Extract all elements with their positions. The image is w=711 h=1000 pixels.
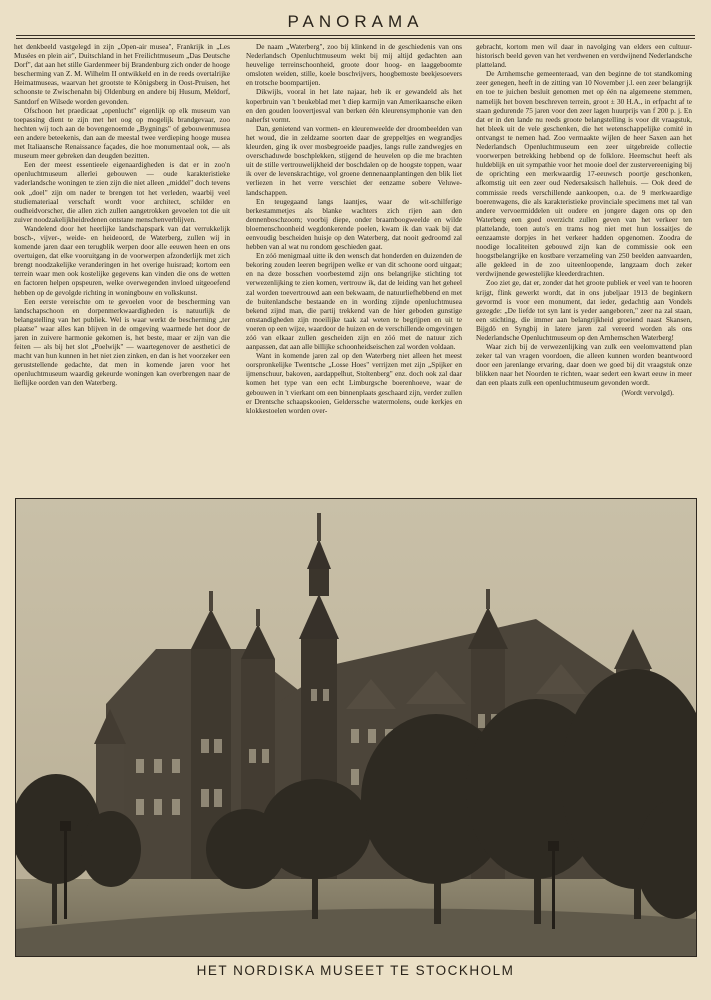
paragraph: Waar zich bij de verwezenlijking van zulk een veelomvattend plan zeker tal van vragen voordoen, die alleen kunnen worden beantwoord door een jarenlange ervaring, daar doen we goed bij dit vraagstuk onze blikken naar het Noorden te richten, waar sedert een kwart eeuw in meer dan een plaats zulk een openluchtmuseum gevonden wordt.	[476, 342, 692, 388]
paragraph: En zóó menigmaal uitte ik den wensch dat honderden en duizenden de bekoring zouden leeren begrijpen welke er van dit schoone oord uitgaat; en na deze bosschen voorbestemd zijn ons belangrijke stichting tot verwezenlijking te zien komen, vertrouw ik, dat de leiding van het geheel zal worden toevertrouwd aan een bekwaam, de natuurliefhebbend en met de buitenlandsche bestaande en in wording zijnde openluchtmusea bekend zijnd man, die partij trekkend van de hier geboden gunstige omstandigheden zijn moeilijke taak zal weten te begrijpen en uit te voeren op een wijze, waardoor de huizen en de verschillende omgevingen zóó van elkaar zullen gescheiden zijn en zóó met de natuur zich aanpassen, dat aan alle billijke schoonheidseischen zal worden voldaan.	[246, 251, 462, 352]
paragraph: het denkbeeld vastgelegd in zijn „Open-air musea", Frankrijk in „Les Musées en plein air", Duitschland in het Freilichtmuseum „Das Deutsche Dorf", dat aan het stille Gardenmeer bij Brandenburg zich onder de hooge bescherming van Z. M. Wilhelm II ontwikkeld en in de reeds overtalrijke Heimatmuseas, waarvan het grootste te Königsberg in Oost-Pruisen, het schoonste te Zwischenahn bij Oldenburg en andere bij Husum, Meldorf, Santdorf en Wilsede worden gevonden.	[14, 42, 230, 106]
paragraph: Een der meest essentieele eigenaardigheden is dat er in zoo'n openluchtmuseum allerlei gebouwen — oude karakteristieke vaderlandsche woningen te zien zijn die niet alleen „middel" doch tevens ook „doel" zijn om nader te brengen tot het verleden, waarbij veel studiemateriaal verschaft wordt voor architect, schilder en oudheidvorscher, die allen zich zullen aangetrokken gevoelen tot die uit zuiver noodzakelijkheidredenen ontstane menschenverblijven.	[14, 160, 230, 224]
paragraph: De Arnhemsche gemeenteraad, van den beginne de tot standkoming zeer genegen, heeft in de zitting van 10 November j.l. een zeer belangrijk en toe te juichen besluit genomen met op één na algemeene stemmen, namelijk het boven beschreven terrein, groot ± 30 H.A., in erfpacht af te staan gedurende 75 jaren voor den zeer lagen huurprijs van f 200 p. j. En dat er in den lande nu reeds groote belangstelling is voor dit vraagstuk, het bleek uit de vele geschenken, die het wetenschappelijke comité in ontvangst te nemen had. Zoo vermaakte wijlen de heer Saxen aan het Nederlandsch Openluchtmuseum een zeer uitgebreide collectie voorwerpen betrekking hebbend op de folklore. Heemschut heeft als huldeblijk en uit sympathie voor het mooie doel der zustervereeniging bij de oprichting een merkwaardig 17-eeuwsch poortje geschonken, afkomstig uit een zeer oud Nedersaksisch hallehuis. — Ook deed de commissie reeds verschillende aankoopen, o.a. de 9 merkwaardige boerenwagens, die als karakteristieke provinciale specimens met tal van andere vervoermiddelen uit oudere en jongere dagen ons op den Waterberg een goed overzicht zullen geven van het verkeer ten plattelande, toen auto's en trams nog niet met hun lossaitjes de eenzaamste dorpjes in het verkeer hadden opgenomen. Zoodra de noodige localiteiten gebouwd zijn kan de commissie ook een hoogstbelangrijke en kostbare verzameling van 250 beelden aanvaarden, alle gekleed in de zoo uiteenloopende, langzaam doch zeker verdwijnende gewestelijke kleederdrachten.	[476, 69, 692, 279]
text-column-1	[14, 42, 230, 472]
paragraph: gebracht, kortom men wil daar in navolging van elders een cultuur-historisch beeld geven van het verdwenen en verdwijnend Nederlandsche platteland.	[476, 42, 692, 70]
text-column-2	[246, 42, 462, 472]
paragraph: Zoo ziet ge, dat er, zonder dat het groote publiek er veel van te hooren krijgt, flink gewerkt wordt, dat in ons jubeljaar 1913 de beginkern gevormd is voor een monument, dat ieder, gedachtig aan Vondels gezegde: „De liefde tot syn lant is yeder aangeboren," zeer na zal staan, een stichting, die immer aan belangrijkheid groeiend naast Skansen, Bijgdö en Syngbij in latere jaren zal vereerd worden als ons Nederlandsche Openluchtmuseum op den Arnhemschen Waterberg!	[476, 278, 692, 342]
paragraph: De naam „Waterberg", zoo bij klinkend in de geschiedenis van ons Nederlandsch Openluchtmuseum wekt bij mij altijd gedachten aan heuvelige terreinschoonheid, groote door hoog- en laaggeboomte omsloten weiden, stille, koele boschvijvers, hoogbemoste beekjesoevers en trotsche boompartijen.	[246, 42, 462, 88]
museum-photograph	[15, 498, 697, 957]
masthead-rule-double	[16, 38, 695, 39]
paragraph: En teugegaand langs laantjes, waar de wit-schilferige berkestammetjes als blanke wachters zich rijen aan den dennenboschzoom; voorbij diepe, onder braamboogweelde en wilde bloemenschoonheid wegdonkerende poelen, kwam ik dan vaak bij dat eenvoudig bescheiden huisje op den Waterberg, dat nooit gedroomd zal hebben van al wat nu rondom geschieden gaat.	[246, 196, 462, 252]
paragraph: Dikwijls, vooral in het late najaar, heb ik er gewandeld als het koperbruin van 't beukeblad met 't diep karmijn van Amerikaansche eiken en den gouden loovertjesval van berken één kleurensymphonie van den naherfst vormt.	[246, 87, 462, 124]
text-column-3	[476, 42, 692, 472]
paragraph: Wandelend door het heerlijke landschapspark van dat verrukkelijk bosch-, vijver-, weide- en heideoord, de Waterberg, zullen wij in komende jaren daar een terugblik werpen door alle eeuwen heen en ons overtuigen, dat elke vooruitgang in de voorwerpen afzonderlijk met zich brengt noodzakelijke veranderingen in het overige huisraad; kortom een terrein waar men ook kostelijke gegevens kan vinden die ons de wetten en factoren helpen opspeuren, welke overwegenden invloed uitgeoefend hebben op de gevolgde richting in woningbouw en volkskunst.	[14, 223, 230, 297]
paragraph: Een eerste vereischte om te gevoelen voor de bescherming van landschapschoon en dorpenmerkwaardigheden is natuurlijk de belangstelling van het publiek. Wel is waar werkt de bescherming „ter plaatse" waar alles kan blijven in de omgeving waarmede het door de jaren in zuivere harmonie gekomen is, het beste, maar er zijn van die feiten — als bij het slot „Poelwijk" — waartegenover de aesthetici de macht van hun kunnen in het niet zien zinken, en dan is het voorzeker een geruststellende gedachte, dat men in komende jaren voor het openluchtmuseum waardig gekeurde woningen kan overbrengen naar de lieflijke oorden van den Waterberg.	[14, 296, 230, 388]
paragraph: Dan, genietend van vormen- en kleurenweelde der droombeelden van het woud, die in zeldzame soorten daar de greppeltjes en wegrandjes kleurden, ging ik over mosbegroeide paadjes, langs rulle zandwegjes en overschaduwde boschplekken, stijgend de heuvelen op die me brachten uit de stille vertrouwelijkheid der boschdalen op de hoogste toppen, waar ik over de levenskrachtige, vol groene dennenaanplantingen den blik liet verliezen in het verre verschiet der eenzame sobere Veluwe-landschappen.	[246, 123, 462, 197]
paragraph: Want in komende jaren zal op den Waterberg niet alleen het meest oorspronkelijke Twentsche „Losse Hoes" verrijzen met zijn „Spijker en ijmenschuur, bakoven, aardappelhut, Stoltenberg" enz. doch ook zal daar komen het type van een echt Limburgsche boerenhoeve, waar de gebouwen in 't vierkant om een binnenplaats geschaard zijn, verder zullen er Drentsche schaapskooien, Gelderssche watermolens, oude kerkjes en klokkestoelen worden over-	[246, 351, 462, 415]
continued-note: (Wordt vervolgd).	[621, 387, 674, 397]
photo-caption: HET NORDISKA MUSEET TE STOCKHOLM	[196, 963, 515, 978]
masthead-rule	[16, 35, 695, 36]
masthead-title: PANORAMA	[287, 12, 424, 31]
paragraph: Ofschoon het praedicaat „openlucht" eigenlijk op elk museum van toepassing dient te zijn met het oog op mogelijk brandgevaar, zoo hechten wij toch aan de bovengenoemde „Bygnings" of gebouwenmusea een andere beteekenis, dan aan de meestal twee verdieping hooge musea met Italiaansche Renaissance façades, die hoe monumentaal ook, — als museum meer gebreken dan deugden bezitten.	[14, 105, 230, 161]
